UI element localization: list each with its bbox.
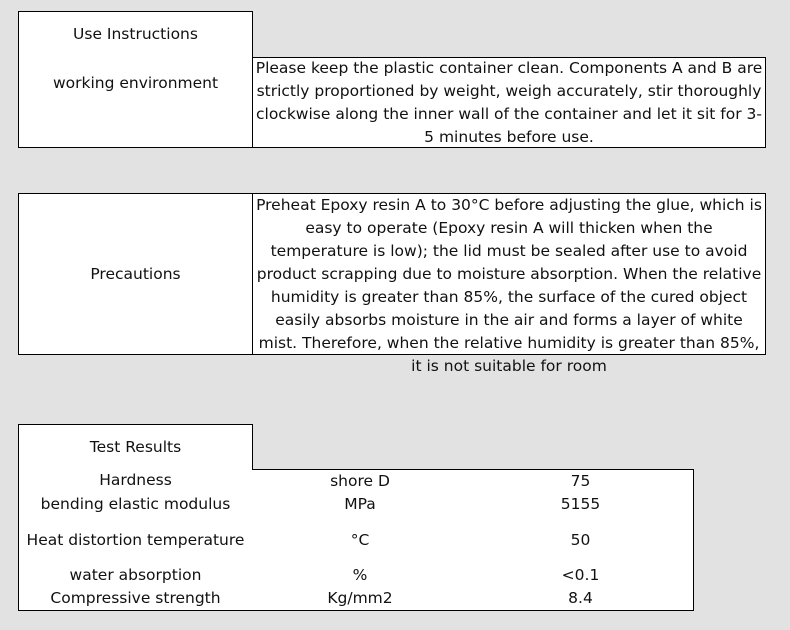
table-row-unit-cell[interactable] xyxy=(252,587,469,611)
instructions-text: Please keep the plastic container clean. Components A and B are strictly proportioned by weight, weigh accurately, stir thoroughly clockwise along the inner wall of the container and let it sit for 3-5 minutes before use. xyxy=(255,58,763,146)
instructions-text-cell[interactable] xyxy=(252,57,766,148)
table-row-property-cell[interactable] xyxy=(18,516,253,565)
unit-hardness: shore D xyxy=(330,471,390,490)
unit-water-absorption: % xyxy=(352,566,368,584)
unit-compressive-strength: Kg/mm2 xyxy=(327,589,393,607)
value-hardness: 75 xyxy=(570,471,591,490)
unit-heat-distortion-temperature: °C xyxy=(350,530,370,549)
empty-cell[interactable] xyxy=(133,110,253,148)
test-results-label-cell[interactable] xyxy=(18,424,253,470)
table-row-value-cell[interactable] xyxy=(468,492,694,517)
table-row-value-cell[interactable] xyxy=(468,516,694,565)
empty-cell[interactable] xyxy=(18,110,134,148)
working-environment-label-cell[interactable] xyxy=(18,56,253,111)
value-bending-elastic-modulus: 5155 xyxy=(560,494,601,513)
property-heat-distortion-temperature: Heat distortion temperature xyxy=(26,530,245,549)
property-hardness: Hardness xyxy=(99,471,172,489)
value-compressive-strength: 8.4 xyxy=(568,589,593,607)
table-row-value-cell[interactable] xyxy=(468,469,694,493)
table-row-value-cell[interactable] xyxy=(468,564,694,588)
test-results-label: Test Results xyxy=(89,437,182,456)
value-heat-distortion-temperature: 50 xyxy=(570,530,591,549)
table-row-property-cell[interactable] xyxy=(18,564,253,588)
value-water-absorption: <0.1 xyxy=(561,566,600,584)
table-row-unit-cell[interactable] xyxy=(252,516,469,565)
property-bending-elastic-modulus: bending elastic modulus xyxy=(40,494,231,513)
table-row-value-cell[interactable] xyxy=(468,587,694,611)
table-row-property-cell[interactable] xyxy=(18,587,253,611)
unit-bending-elastic-modulus: MPa xyxy=(344,494,376,513)
precautions-label: Precautions xyxy=(90,264,181,283)
table-row-unit-cell[interactable] xyxy=(252,492,469,517)
precautions-text: Preheat Epoxy resin A to 30°C before adjusting the glue, which is easy to operate (Epoxy resin A will thicken when the temperature is low); the lid must be sealed after use to avoid product scrapping due to moisture absorption. When the relative humidity is greater than 85%, the surface of the cured object easily absorbs moisture in the air and forms a layer of white mist. Therefore, when the relative humidity is greater than 85%, it is not suitable for room xyxy=(256,196,762,375)
use-instructions-label: Use Instructions xyxy=(73,24,198,43)
table-row-property-cell[interactable] xyxy=(18,492,253,517)
property-compressive-strength: Compressive strength xyxy=(50,589,221,607)
precautions-label-cell[interactable] xyxy=(18,193,253,355)
use-instructions-label-cell[interactable] xyxy=(18,11,253,57)
precautions-text-cell[interactable] xyxy=(252,193,766,375)
grid-column-line xyxy=(766,0,767,630)
table-row-unit-cell[interactable] xyxy=(252,564,469,588)
table-row-unit-cell[interactable] xyxy=(252,469,469,493)
property-water-absorption: water absorption xyxy=(69,566,202,584)
table-row-property-cell[interactable] xyxy=(18,469,253,493)
working-environment-label: working environment xyxy=(52,73,219,92)
